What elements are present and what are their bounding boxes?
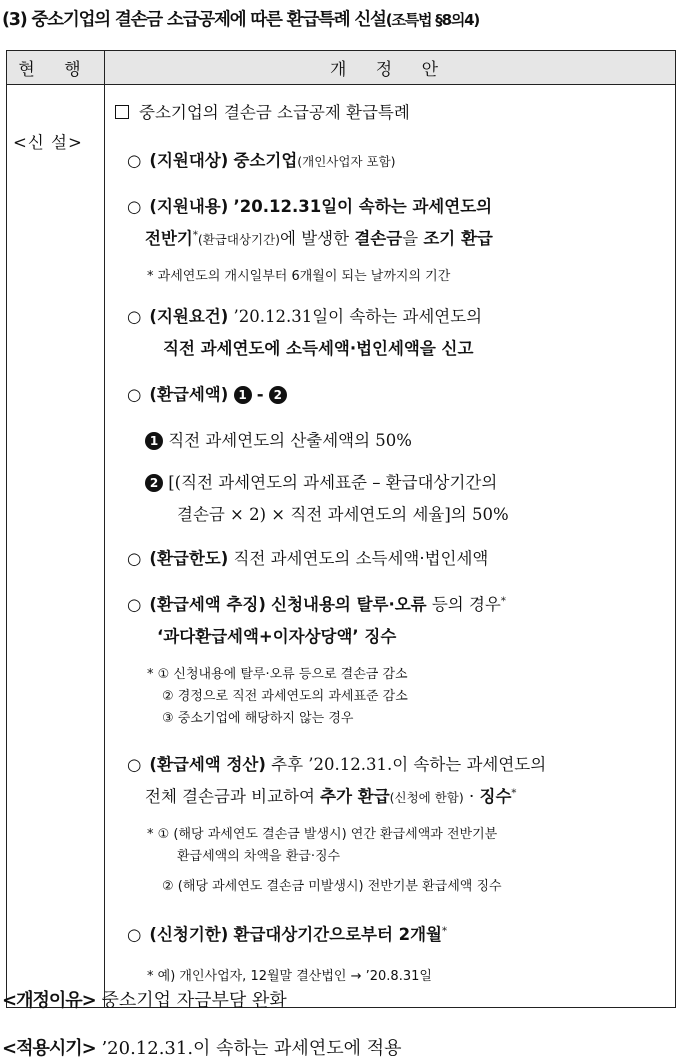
proposal-title-line (115, 99, 410, 123)
reason-label: <개정이유> (2, 990, 96, 1011)
amount-item: ○ (환급세액) 1 - 2 (127, 381, 287, 405)
deadline-note: * 예) 개인사업자, 12월말 결산법인 → ’20.8.31일 (147, 969, 432, 984)
effective-label: <적용시기> (2, 1038, 96, 1059)
circled-number-two-icon: 2 (269, 386, 287, 404)
header-current: 현 행 (7, 51, 105, 85)
settlement-note-2: 환급세액의 차액을 환급·징수 (177, 849, 341, 864)
proposal-cell (105, 85, 676, 1008)
circled-number-two-icon: 2 (145, 474, 163, 492)
limit-item: ○ (환급한도) 직전 과세연도의 소득세액·법인세액 (127, 549, 489, 568)
content-item: ○ (지원내용) ’20.12.31일이 속하는 과세연도의 (127, 197, 493, 216)
clawback-note-2: ② 경정으로 직전 과세연도의 과세표준 감소 (162, 689, 408, 704)
settlement-note-1: * ① (해당 과세연도 결손금 발생시) 연간 환급세액과 전반기분 (147, 827, 498, 842)
settlement-line2: 전체 결손금과 비교하여 추가 환급(신청에 한함) · 징수* (145, 787, 517, 806)
heading-law-reference: (조특법 §8의4) (385, 11, 480, 29)
circled-number-one-icon: 1 (234, 386, 252, 404)
deadline-item: ○ (신청기한) 환급대상기간으로부터 2개월* (127, 925, 447, 944)
amount-item-2-line2: 결손금 × 2) × 직전 과세연도의 세율]의 50% (177, 505, 509, 524)
bullet-circle-icon: ○ (127, 595, 142, 614)
circled-number-one-icon: 1 (145, 432, 163, 450)
table-header-row (7, 51, 676, 85)
reason-text: 중소기업 자금부담 완화 (101, 990, 287, 1011)
section-heading (2, 6, 678, 31)
clawback-note-1: * ① 신청내용에 탈루·오류 등으로 결손금 감소 (147, 667, 408, 682)
content-item-line2: 전반기*(환급대상기간)에 발생한 결손금을 조기 환급 (145, 229, 493, 248)
proposal-title: 중소기업의 결손금 소급공제 환급특례 (139, 103, 410, 122)
amount-item-1: 1 직전 과세연도의 산출세액의 50% (145, 427, 412, 451)
header-proposed: 개 정 안 (105, 51, 676, 85)
clawback-item: ○ (환급세액 추징) 신청내용의 탈루·오류 등의 경우* (127, 595, 506, 614)
bullet-circle-icon: ○ (127, 307, 142, 326)
reason-line (2, 986, 287, 1012)
current-cell: <신 설> (7, 85, 105, 1008)
settlement-item: ○ (환급세액 정산) 추후 ’20.12.31.이 속하는 과세연도의 (127, 755, 547, 774)
comparison-table (6, 50, 676, 1008)
bullet-circle-icon: ○ (127, 755, 142, 774)
requirement-line2: 직전 과세연도에 소득세액·법인세액을 신고 (163, 339, 474, 358)
bullet-circle-icon: ○ (127, 549, 142, 568)
checkbox-square-icon (115, 105, 129, 119)
content-footnote: * 과세연도의 개시일부터 6개월이 되는 날까지의 기간 (147, 269, 451, 284)
requirement-item: ○ (지원요건) ’20.12.31일이 속하는 과세연도의 (127, 307, 483, 326)
bullet-circle-icon: ○ (127, 151, 142, 170)
effective-line (2, 1034, 402, 1060)
bullet-circle-icon: ○ (127, 925, 142, 944)
bullet-circle-icon: ○ (127, 385, 142, 404)
settlement-note-3: ② (해당 과세연도 결손금 미발생시) 전반기분 환급세액 징수 (162, 879, 502, 894)
heading-title: (3) 중소기업의 결손금 소급공제에 따른 환급특례 신설 (2, 10, 386, 30)
target-item: ○ (지원대상) 중소기업(개인사업자 포함) (127, 151, 396, 170)
amount-item-2: 2 [(직전 과세연도의 과세표준 – 환급대상기간의 (145, 469, 497, 493)
effective-text: ’20.12.31.이 속하는 과세연도에 적용 (101, 1038, 402, 1059)
clawback-line2: ‘과다환급세액+이자상당액’ 징수 (157, 627, 397, 646)
table-body-row (7, 85, 676, 1008)
clawback-note-3: ③ 중소기업에 해당하지 않는 경우 (162, 711, 354, 726)
bullet-circle-icon: ○ (127, 197, 142, 216)
